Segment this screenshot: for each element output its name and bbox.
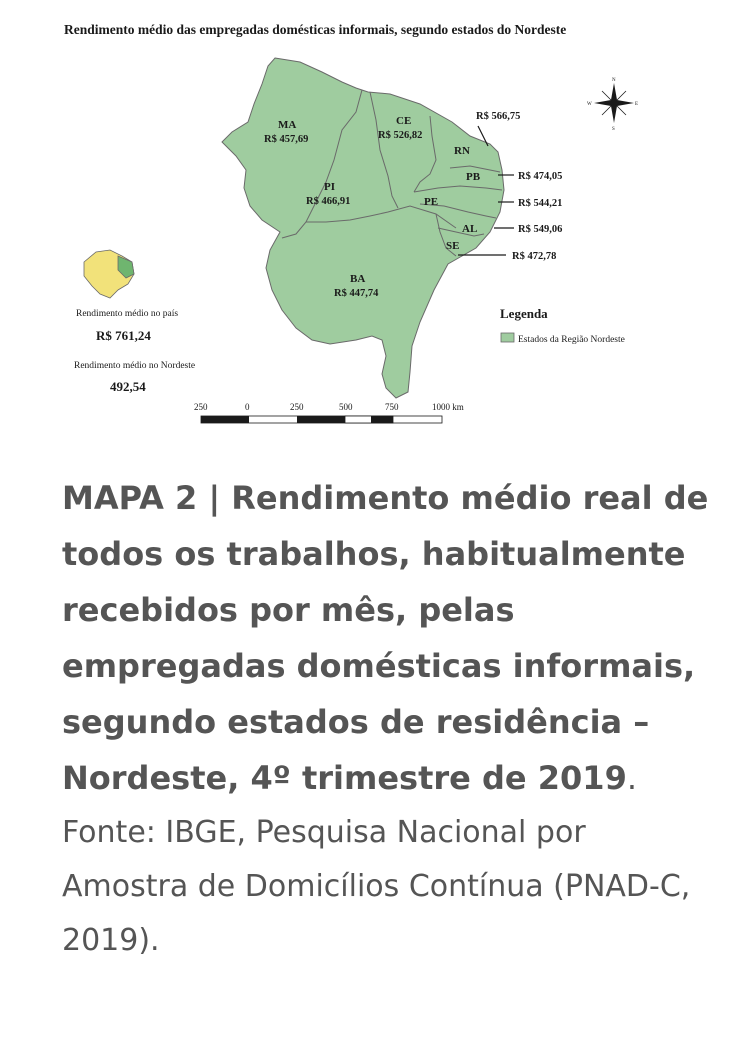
compass-e: E: [635, 102, 639, 107]
state-value-ma: R$ 457,69: [264, 134, 309, 145]
country-avg-value: R$ 761,24: [96, 328, 151, 343]
northeast-avg-value: 492,54: [110, 379, 146, 394]
state-label-ma: MA: [278, 119, 297, 131]
scale-tick-5: 1000 km: [432, 402, 464, 412]
state-value-ba: R$ 447,74: [334, 288, 379, 299]
northeast-avg-label: Rendimento médio no Nordeste: [74, 361, 196, 371]
scale-tick-3: 500: [339, 402, 353, 412]
state-label-pe: PE: [424, 196, 439, 208]
map-caption: [62, 470, 712, 968]
caption-title: MAPA 2 | Rendimento médio real de todos os trabalhos, habitualmente recebidos por mês, pelas empregadas domésticas informais, segundo estados de residência – Nordeste, 4º trimestre de 2019: [62, 479, 709, 797]
map-svg: [0, 0, 742, 440]
callout-value-se: R$ 472,78: [512, 251, 557, 262]
map-figure: [0, 0, 742, 440]
state-label-pb: PB: [466, 171, 481, 183]
scale-bar: [194, 402, 464, 423]
callout-value-pe: R$ 544,21: [518, 198, 563, 209]
compass-w: W: [587, 102, 592, 107]
legend-item: Estados da Região Nordeste: [518, 335, 625, 345]
state-label-se: SE: [446, 240, 460, 252]
callout-value-rn: R$ 566,75: [476, 111, 521, 122]
callout-value-al: R$ 549,06: [518, 224, 563, 235]
caption-source: Fonte: IBGE, Pesquisa Nacional por Amostra de Domicílios Contínua (PNAD-C, 2019).: [62, 815, 691, 958]
brazil-inset-map: [84, 250, 134, 298]
state-label-ce: CE: [396, 115, 412, 127]
state-value-ce: R$ 526,82: [378, 130, 423, 141]
compass-s: S: [612, 127, 615, 132]
state-label-ba: BA: [350, 273, 366, 285]
compass-n: N: [612, 78, 616, 83]
scale-tick-2: 250: [290, 402, 304, 412]
scale-tick-0: 250: [194, 402, 208, 412]
map-title: Rendimento médio das empregadas domésticas informais, segundo estados do Nordeste: [64, 22, 567, 37]
scale-tick-1: 0: [245, 402, 250, 412]
scale-tick-4: 750: [385, 402, 399, 412]
callout-value-pb: R$ 474,05: [518, 171, 563, 182]
state-label-rn: RN: [454, 145, 470, 157]
legend-swatch: [501, 333, 514, 342]
state-label-pi: PI: [324, 181, 335, 193]
caption-title-block: [62, 470, 712, 806]
state-value-pi: R$ 466,91: [306, 196, 351, 207]
state-label-al: AL: [462, 223, 478, 235]
compass-rose-icon: [587, 78, 638, 132]
legend-title: Legenda: [500, 306, 548, 321]
country-avg-label: Rendimento médio no país: [76, 309, 179, 319]
caption-title-period: .: [626, 759, 637, 797]
